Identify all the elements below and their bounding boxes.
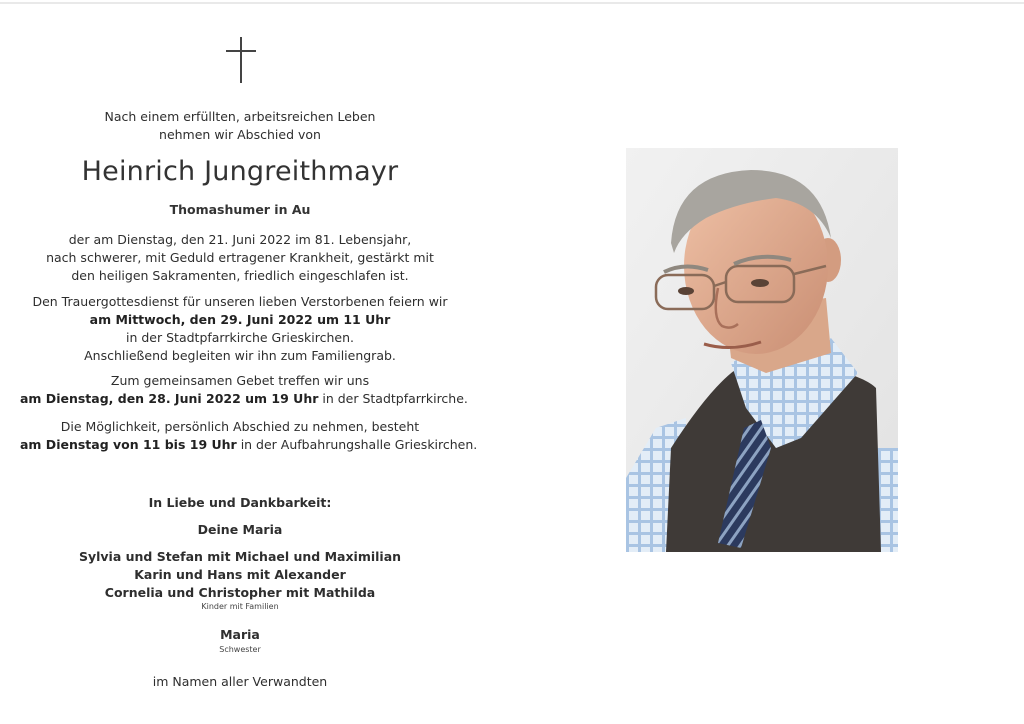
deceased-subtitle: Thomashumer in Au [169, 202, 311, 217]
service-paragraph: Den Trauergottesdienst für unseren lieben Verstorbenen feiern wir am Mittwoch, den 29. Juni 2022 um 11 Uhr in der Stadtpfarrkirche Grieskirchen. Anschließend begleiten wir ihn zum Familiengrab. [32, 294, 448, 363]
closing-line: In Liebe und Dankbarkeit: [148, 495, 332, 510]
intro-text: Nach einem erfüllten, arbeitsreichen Leben nehmen wir Abschied von [104, 109, 376, 142]
list-item: Cornelia und Christopher mit Mathilda [104, 585, 376, 600]
list-item: Karin und Hans mit Alexander [134, 567, 346, 582]
sister-caption: Schwester [219, 645, 261, 654]
children-list [20, 548, 460, 602]
portrait-photo [626, 148, 898, 552]
prayer-paragraph: Zum gemeinsamen Gebet treffen wir uns am Dienstag, den 28. Juni 2022 um 19 Uhr in der Stadtpfarrkirche. [20, 373, 468, 406]
cross-icon [226, 37, 256, 83]
farewell-paragraph: Die Möglichkeit, persönlich Abschied zu nehmen, besteht am Dienstag von 11 bis 19 Uhr in der Aufbahrungshalle Grieskirchen. [20, 419, 478, 452]
relatives-line: im Namen aller Verwandten [152, 674, 328, 689]
deceased-name: Heinrich Jungreithmayr [81, 156, 399, 187]
sister-name: Maria [220, 627, 260, 642]
wife-name: Deine Maria [197, 522, 283, 537]
death-paragraph: der am Dienstag, den 21. Juni 2022 im 81. Lebensjahr, nach schwerer, mit Geduld ertragener Krankheit, gestärkt mit den heiligen Sakramenten, friedlich eingeschlafen ist. [46, 232, 434, 283]
children-caption: Kinder mit Familien [201, 602, 279, 611]
list-item: Sylvia und Stefan mit Michael und Maximilian [78, 549, 402, 564]
scan-edge-line [0, 2, 1024, 4]
